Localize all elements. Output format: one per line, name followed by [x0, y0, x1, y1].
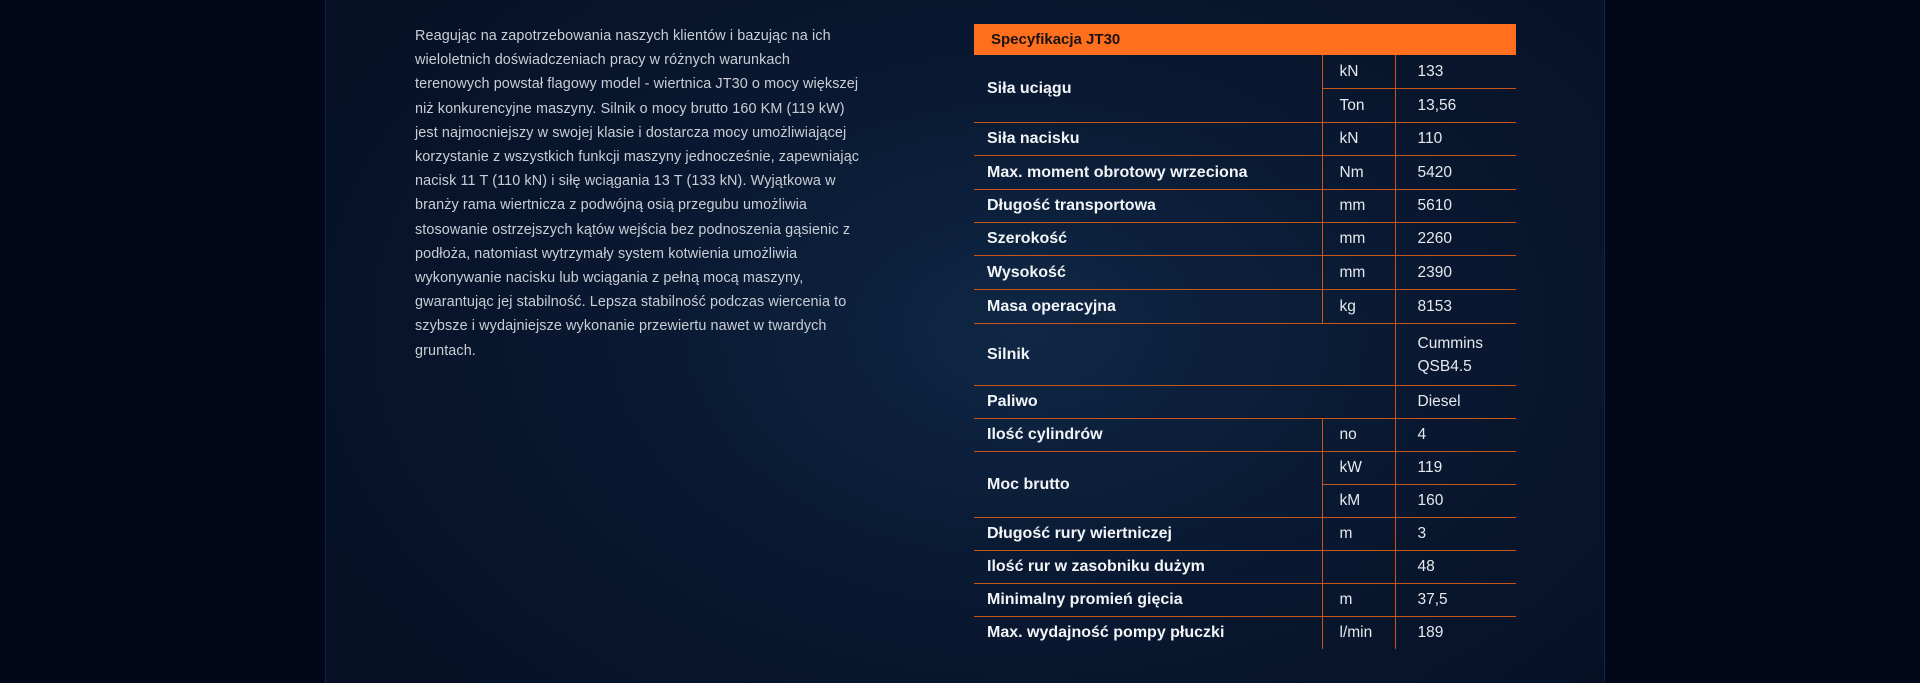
spec-unit: kM [1322, 485, 1395, 518]
spec-row-masa [974, 290, 1516, 324]
spec-value: 37,5 [1395, 584, 1516, 617]
spec-label: Ilość rur w zasobniku dużym [974, 551, 1322, 584]
spec-label: Szerokość [974, 223, 1322, 256]
spec-value: 133 [1395, 55, 1516, 89]
spec-row-moment [974, 156, 1516, 190]
spec-value: 13,56 [1395, 89, 1516, 123]
spec-value: 5610 [1395, 190, 1516, 223]
spec-title: Specyfikacja JT30 [974, 24, 1516, 55]
spec-row-moc [974, 452, 1516, 485]
spec-value: 8153 [1395, 290, 1516, 324]
content-panel [326, 0, 1604, 683]
spec-unit: Nm [1322, 156, 1395, 190]
spec-label: Siła nacisku [974, 123, 1322, 156]
spec-row-cylindry [974, 419, 1516, 452]
spec-row-dlugosc-transportowa [974, 190, 1516, 223]
spec-unit: kW [1322, 452, 1395, 485]
spec-unit: kg [1322, 290, 1395, 324]
spec-unit: mm [1322, 256, 1395, 290]
intro-paragraph: Reagując na zapotrzebowania naszych klientów i bazując na ich wieloletnich doświadczeniach pracy w różnych warunkach terenowych powstał flagowy model - wiertnica JT30 o mocy większej niż konkurencyjne maszyny. Silnik o mocy brutto 160 KM (119 kW) jest najmocniejszy w swojej klasie i dostarcza mocy umożliwiającej korzystanie z wszystkich funkcji maszyny jednocześnie, zapewniając nacisk 11 T (110 kN) i siłę wciągania 13 T (133 kN). Wyjątkowa w branży rama wiertnicza z podwójną osią przegubu umożliwia stosowanie ostrzejszych kątów wejścia bez podnoszenia gąsienic z podłoża, natomiast wytrzymały system kotwienia umożliwia wykonywanie nacisku lub wciągania z pełną mocą maszyny, gwarantując jej stabilność. Lepsza stabilność podczas wiercenia to szybsze i wydajniejsze wykonanie przewiertu nawet w twardych gruntach. [415, 28, 860, 359]
spec-label: Minimalny promień gięcia [974, 584, 1322, 617]
spec-row-paliwo [974, 386, 1516, 419]
left-side-band [0, 0, 326, 683]
spec-unit: m [1322, 584, 1395, 617]
spec-unit [1322, 551, 1395, 584]
spec-row-pompa [974, 617, 1516, 650]
spec-unit: Ton [1322, 89, 1395, 123]
spec-value: Diesel [1395, 386, 1516, 419]
spec-label: Wysokość [974, 256, 1322, 290]
spec-table [974, 55, 1516, 649]
spec-value: 119 [1395, 452, 1516, 485]
spec-value-line: QSB4.5 [1417, 357, 1472, 375]
spec-row-sila-uciagu [974, 55, 1516, 89]
spec-row-wysokosc [974, 256, 1516, 290]
spec-unit: mm [1322, 223, 1395, 256]
spec-label: Długość transportowa [974, 190, 1322, 223]
spec-row-szerokosc [974, 223, 1516, 256]
spec-label: Paliwo [974, 386, 1395, 419]
spec-label: Silnik [974, 324, 1395, 386]
spec-label: Ilość cylindrów [974, 419, 1322, 452]
spec-label: Długość rury wiertniczej [974, 518, 1322, 551]
spec-value: 110 [1395, 123, 1516, 156]
spec-value: 3 [1395, 518, 1516, 551]
spec-unit: l/min [1322, 617, 1395, 650]
spec-unit: mm [1322, 190, 1395, 223]
spec-label: Max. moment obrotowy wrzeciona [974, 156, 1322, 190]
spec-value: 48 [1395, 551, 1516, 584]
spec-label: Max. wydajność pompy płuczki [987, 624, 1225, 641]
spec-value: 189 [1395, 617, 1516, 650]
spec-value: 4 [1395, 419, 1516, 452]
spec-label: Moc brutto [974, 452, 1322, 518]
spec-row-rura [974, 518, 1516, 551]
spec-value: 2390 [1395, 256, 1516, 290]
spec-value: 5420 [1395, 156, 1516, 190]
spec-value [1395, 324, 1516, 386]
spec-unit: kN [1322, 123, 1395, 156]
spec-value: 160 [1395, 485, 1516, 518]
spec-value: 2260 [1395, 223, 1516, 256]
spec-label: Masa operacyjna [974, 290, 1322, 324]
spec-row-silnik [974, 324, 1516, 386]
spec-unit: m [1322, 518, 1395, 551]
spec-unit: kN [1322, 55, 1395, 89]
spec-row-zasobnik [974, 551, 1516, 584]
spec-table-section [974, 24, 1516, 649]
spec-unit: no [1322, 419, 1395, 452]
right-side-band [1604, 0, 1920, 683]
spec-row-sila-nacisku [974, 123, 1516, 156]
spec-label: Siła uciągu [974, 55, 1322, 123]
spec-row-promien [974, 584, 1516, 617]
spec-value-line: Cummins [1417, 334, 1483, 352]
